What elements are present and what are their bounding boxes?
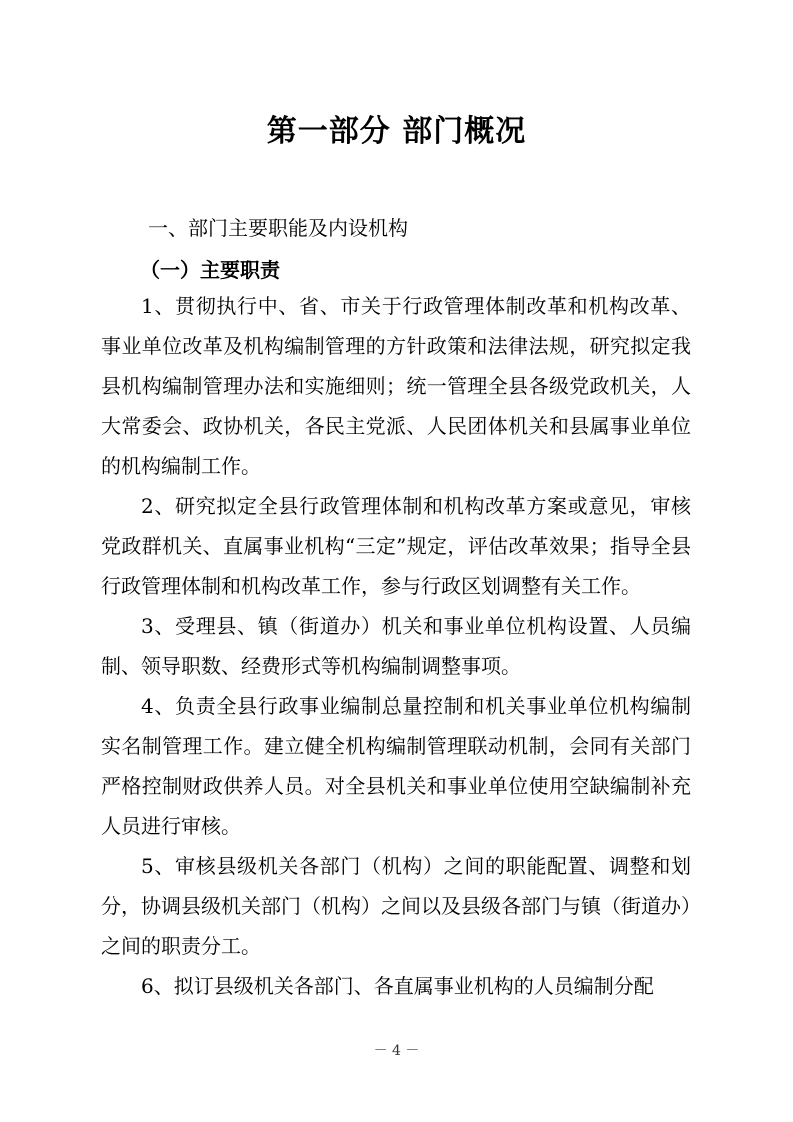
paragraph-1: 1、贯彻执行中、省、市关于行政管理体制改革和机构改革、事业单位改革及机构编制管理的方针政策和法律法规，研究拟定我县机构编制管理办法和实施细则；统一管理全县各级党政机关，人大常委会、政协机关，各民主党派、人民团体机关和县属事业单位的机构编制工作。 bbox=[101, 294, 691, 478]
page-title: 第一部分 部门概况 bbox=[266, 114, 527, 149]
subsection-heading: （一）主要职责 bbox=[140, 258, 280, 282]
paragraph-5: 5、审核县级机关各部门（机构）之间的职能配置、调整和划分，协调县级机关部门（机构）之间以及县级各部门与镇（街道办）之间的职责分工。 bbox=[101, 854, 691, 958]
body-text bbox=[101, 286, 691, 1006]
paragraph-3: 3、受理县、镇（街道办）机关和事业单位机构设置、人员编制、领导职数、经费形式等机构编制调整事项。 bbox=[101, 614, 691, 678]
section-heading: 一、部门主要职能及内设机构 bbox=[148, 216, 408, 240]
page-number: － 4 － bbox=[373, 1043, 420, 1059]
paragraph-2: 2、研究拟定全县行政管理体制和机构改革方案或意见，审核党政群机关、直属事业机构“三定”规定，评估改革效果；指导全县行政管理体制和机构改革工作，参与行政区划调整有关工作。 bbox=[101, 494, 691, 598]
paragraph-6: 6、拟订县级机关各部门、各直属事业机构的人员编制分配 bbox=[141, 974, 654, 998]
paragraph-4: 4、负责全县行政事业编制总量控制和机关事业单位机构编制实名制管理工作。建立健全机构编制管理联动机制，会同有关部门严格控制财政供养人员。对全县机关和事业单位使用空缺编制补充人员进行审核。 bbox=[101, 694, 691, 838]
